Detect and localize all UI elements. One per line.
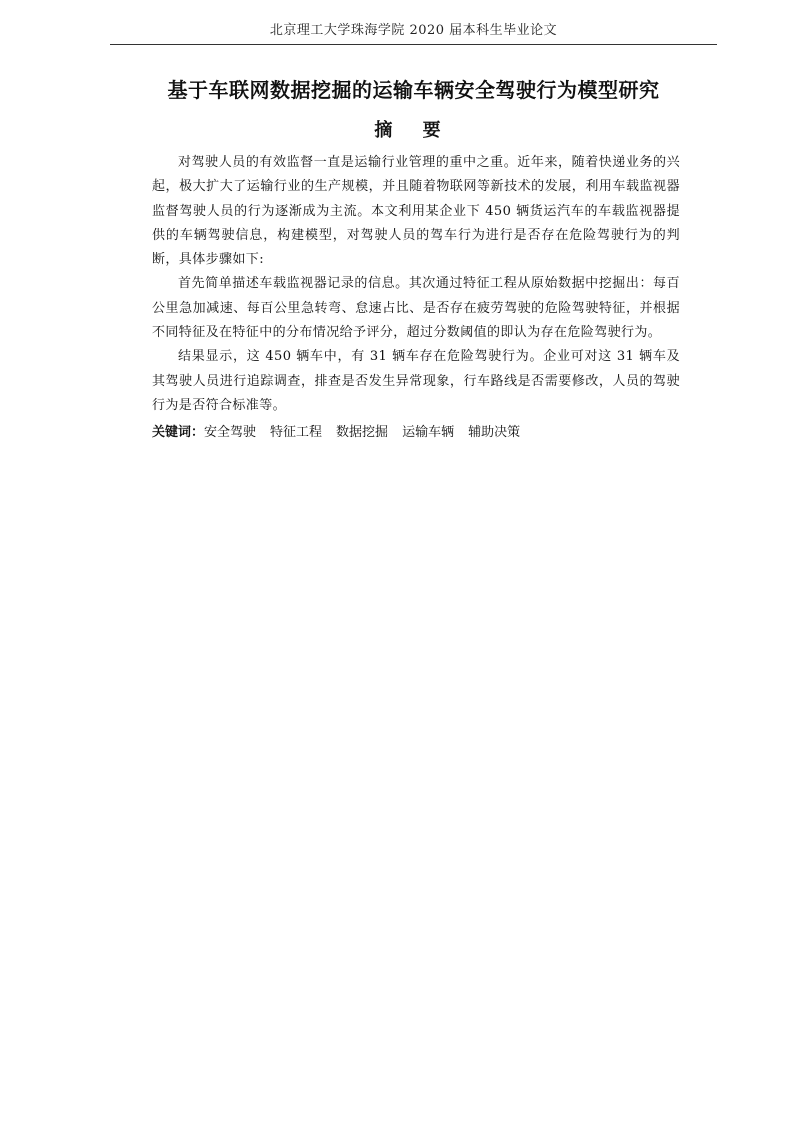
running-header: 北京理工大学珠海学院 2020 届本科生毕业论文 <box>269 23 558 38</box>
keyword-item: 辅助决策 <box>468 425 521 440</box>
header-divider <box>110 44 717 45</box>
abstract-body <box>152 151 680 418</box>
keyword-item: 数据挖掘 <box>336 425 389 440</box>
abstract-paragraph-1: 对驾驶人员的有效监督一直是运输行业管理的重中之重。近年来，随着快递业务的兴起，极大扩大了运输行业的生产规模，并且随着物联网等新技术的发展，利用车载监视器监督驾驶人员的行为逐渐成为主流。本文利用某企业下 450 辆货运汽车的车载监视器提供的车辆驾驶信息，构建模型，对驾驶人员的驾车行为进行是否存在危险驾驶行为的判断，具体步骤如下: <box>152 155 680 268</box>
abstract-paragraph-3: 结果显示，这 450 辆车中，有 31 辆车存在危险驾驶行为。企业可对这 31 辆车及其驾驶人员进行追踪调查，排查是否发生异常现象，行车路线是否需要修改，人员的驾驶行为是否符合标准等。 <box>152 349 680 413</box>
keywords-line <box>152 423 712 443</box>
document-title: 基于车联网数据挖掘的运输车辆安全驾驶行为模型研究 <box>167 78 660 102</box>
abstract-paragraph-2: 首先简单描述车载监视器记录的信息。其次通过特征工程从原始数据中挖掘出：每百公里急加减速、每百公里急转弯、怠速占比、是否存在疲劳驾驶的危险驾驶特征，并根据不同特征及在特征中的分布情况给予评分，超过分数阈值的即认为存在危险驾驶行为。 <box>152 276 680 341</box>
keyword-item: 特征工程 <box>270 425 323 440</box>
abstract-heading: 摘 要 <box>374 120 453 141</box>
keyword-item: 运输车辆 <box>402 425 455 440</box>
keywords-label: 关键词： <box>152 425 205 440</box>
keyword-item: 安全驾驶 <box>204 425 257 440</box>
